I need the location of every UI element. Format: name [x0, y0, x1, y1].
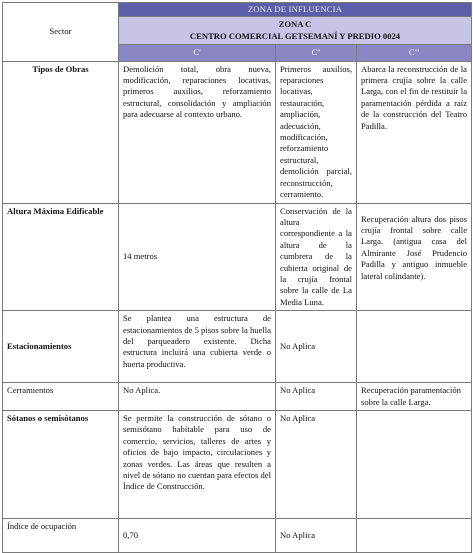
cell-cerramientos-c3: Recuperación paramentación sobre la calle Larga.: [357, 383, 472, 411]
cell-estacionamientos-c1: Se plantea una estructura de estacionamientos de 5 pisos sobre la huella del parqueadero existente. Dicha estructura incluirá una cubierta verde o huerta productiva.: [119, 311, 276, 383]
cell-altura-c2: Conservación de la altura correspondiente a la altura de la cumbrera de la cubierta original de la crujía frontal sobre la calle de La Media Luna.: [276, 203, 357, 311]
cell-tipos-obras-c2: Primeros auxilios, reparaciones locativas, restauración, ampliación, adecuación, modificación, reforzamiento estructural, demolición parcial, reconstrucción, cerramiento.: [276, 61, 357, 203]
table-row: [3, 61, 472, 203]
cell-indice-ocupacion-c1: 0,70: [119, 518, 276, 552]
cell-sotanos-c1: Se permite la construcción de sótano o semisótano habitable para uso de comercio, servicios, talleres de artes y oficios de bajo impacto, circulaciones y zonas verdes. Las áreas que resulten a nivel de sótano no cuentan para efectos del Índice de Construcción.: [119, 410, 276, 518]
cell-tipos-obras-c3: Abarca la reconstrucción de la primera crujía sobre la calle Larga, con el fin de restituir la paramentación pérdida a raíz de la construcción del Teatro Padilla.: [357, 61, 472, 203]
cell-altura-c3: Recuperación altura dos pisos crujía frontal sobre calle Larga. (antigua casa del Almirante José Prudencio Padilla y antiguo inmueble lateral colindante).: [357, 203, 472, 311]
row-label-altura: Altura Máxima Edificable: [3, 203, 119, 311]
cell-sotanos-c3: [357, 410, 472, 518]
zone-influence-header: ZONA DE INFLUENCIA: [119, 3, 472, 17]
table-row: [3, 311, 472, 383]
column-header-c3: C''': [357, 45, 472, 61]
table-row: [3, 518, 472, 552]
cell-cerramientos-c1: No Aplica.: [119, 383, 276, 411]
cell-estacionamientos-c2: No Aplica: [276, 311, 357, 383]
zone-title-line2: CENTRO COMERCIAL GETSEMANÍ Y PREDIO 0024: [189, 30, 401, 41]
zone-title: [119, 17, 472, 45]
table-row: [3, 410, 472, 518]
cell-indice-ocupacion-c2: No Aplica: [276, 518, 357, 552]
cell-cerramientos-c2: No Aplica: [276, 383, 357, 411]
row-label-indice-ocupacion: Índice de ocupación: [3, 518, 119, 552]
column-header-c2: C'': [276, 45, 357, 61]
cell-indice-ocupacion-c3: [357, 518, 472, 552]
cell-sotanos-c2: No Aplica: [276, 410, 357, 518]
column-header-c1: C': [119, 45, 276, 61]
cell-tipos-obras-c1: Demolición total, obra nueva, modificación, reparaciones locativas, primeros auxilios, reforzamiento estructural, consolidación y ampliación para adecuarse al contexto urbano.: [119, 61, 276, 203]
row-label-estacionamientos: Estacionamientos: [3, 311, 119, 383]
row-label-cerramientos: Cerramientos: [3, 383, 119, 411]
table-row: [3, 203, 472, 311]
table-row: [3, 383, 472, 411]
sector-header: Sector: [3, 3, 119, 62]
zoning-table: [2, 2, 472, 553]
cell-estacionamientos-c3: [357, 311, 472, 383]
row-label-sotanos: Sótanos o semisótanos: [3, 410, 119, 518]
zone-title-line1: ZONA C: [278, 19, 312, 30]
cell-altura-c1: 14 metros: [119, 203, 276, 311]
row-label-tipos-obras: Tipos de Obras: [3, 61, 119, 203]
